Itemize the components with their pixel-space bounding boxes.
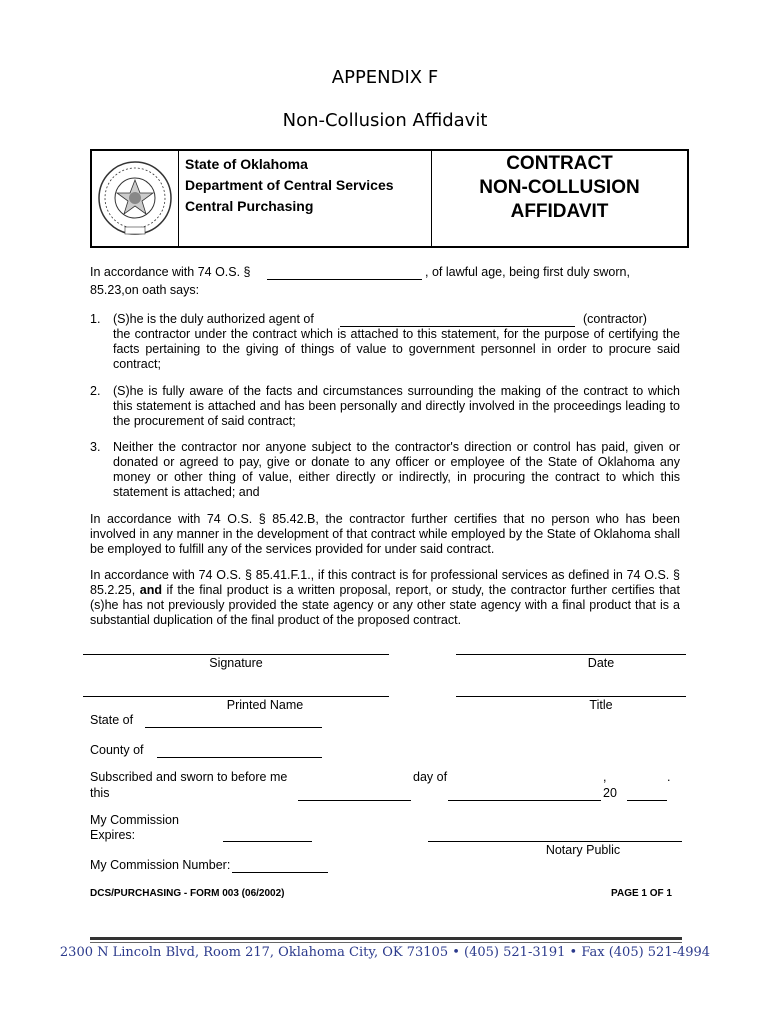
affiant-name-field[interactable] [267, 279, 422, 280]
item-1-rest: the contractor under the contract which is attached to this statement, for the purpose of certifying the facts pertaining to the giving of things of value to government personnel in order to procure said contract; [113, 327, 680, 371]
commission-label-2: Expires: [90, 828, 136, 842]
paragraph-2 [90, 568, 680, 628]
footer-rule-thin [90, 942, 682, 943]
item-1-suffix: (contractor) [583, 312, 647, 326]
page-number: PAGE 1 OF 1 [611, 888, 672, 899]
notary-signature-field[interactable] [428, 841, 682, 842]
day-field[interactable] [298, 800, 411, 801]
title-line-3: AFFIDAVIT [510, 201, 609, 222]
item-number: 2. [90, 384, 101, 398]
state-field[interactable] [145, 727, 322, 728]
month-field[interactable] [448, 800, 601, 801]
list-item [90, 440, 680, 500]
paragraph-2-part-1: In accordance with 74 O.S. § 85.41.F.1., if this contract is for professional services as defined in 74 O.S. § 85.2.25, [90, 568, 680, 597]
list-item [90, 384, 680, 429]
signature-field[interactable] [83, 654, 389, 655]
intro-text-1: In accordance with 74 O.S. § [90, 265, 251, 279]
commission-label-1: My Commission [90, 813, 179, 827]
title-label: Title [589, 698, 613, 712]
department-cell [179, 151, 432, 246]
intro-text-right: , of lawful age, being first duly sworn, [425, 265, 630, 279]
year-prefix: 20 [603, 786, 617, 800]
commission-expires-field[interactable] [223, 841, 312, 842]
item-3-text: Neither the contractor nor anyone subject to the contractor's direction or control has paid, given or donated or agreed to pay, give or donate to any officer or employee of the State of Oklahoma any money or other thing of value, either directly or indirectly, in procuring the contract to which this statement is attached; and [113, 440, 680, 499]
day-of-label: day of [413, 770, 448, 784]
intro-text-2: 85.23,on oath says: [90, 283, 200, 297]
item-number: 3. [90, 440, 101, 454]
appendix-title: APPENDIX F [331, 67, 439, 88]
subscribed-label-2: this [90, 786, 110, 800]
subscribed-label-1: Subscribed and sworn to before me [90, 770, 288, 784]
dept-division: Central Purchasing [185, 198, 314, 214]
paragraph-2-bold: and [139, 583, 162, 597]
header-box [90, 149, 689, 248]
footer-address: 2300 N Lincoln Blvd, Room 217, Oklahoma City, OK 73105 • (405) 521-3191 • Fax (405) 521-4994 [59, 945, 711, 960]
item-2-text: (S)he is fully aware of the facts and circumstances surrounding the making of the contract to which this statement is attached and has been personally and directly involved in the proceedings leading to the procurement of said contract; [113, 384, 680, 428]
item-1-lead: (S)he is the duly authorized agent of [113, 312, 314, 326]
form-id: DCS/PURCHASING - FORM 003 (06/2002) [90, 888, 285, 899]
paragraph-2-part-2: if the final product is a written proposal, report, or study, the contractor further certifies that (s)he has not previously provided the state agency or any other state agency with a final product that is a substantial duplication of the final product of the proposed contract. [90, 583, 680, 627]
footer-rule-thick [90, 937, 682, 940]
item-number: 1. [90, 312, 101, 326]
state-of-label: State of [90, 713, 134, 727]
dept-state: State of Oklahoma [185, 156, 308, 172]
notary-public-label: Notary Public [545, 843, 621, 857]
title-cell [432, 151, 687, 246]
title-line-1: CONTRACT [506, 153, 613, 174]
printed-name-field[interactable] [83, 696, 389, 697]
seal-cell [92, 151, 179, 246]
title-field[interactable] [456, 696, 686, 697]
commission-number-field[interactable] [232, 872, 328, 873]
comma-mark: , [603, 770, 607, 784]
county-of-label: County of [90, 743, 144, 757]
list-item-continued [90, 327, 680, 372]
paragraph-1: In accordance with 74 O.S. § 85.42.B, the contractor further certifies that no person who has been involved in any manner in the development of that contract while employed by the State of Oklahoma shall be employed to fulfill any of the services provided for under said contract. [90, 512, 680, 556]
date-field[interactable] [456, 654, 686, 655]
date-label: Date [587, 656, 615, 670]
county-field[interactable] [157, 757, 322, 758]
state-seal-icon [95, 158, 175, 238]
title-line-2: NON-COLLUSION [479, 177, 640, 198]
signature-label: Signature [209, 656, 263, 670]
year-field[interactable] [627, 800, 667, 801]
dept-department: Department of Central Services [185, 177, 394, 193]
document-subtitle: Non-Collusion Affidavit [282, 110, 488, 131]
period-mark: . [667, 770, 671, 784]
commission-number-label: My Commission Number: [90, 858, 231, 872]
printed-name-label: Printed Name [226, 698, 304, 712]
